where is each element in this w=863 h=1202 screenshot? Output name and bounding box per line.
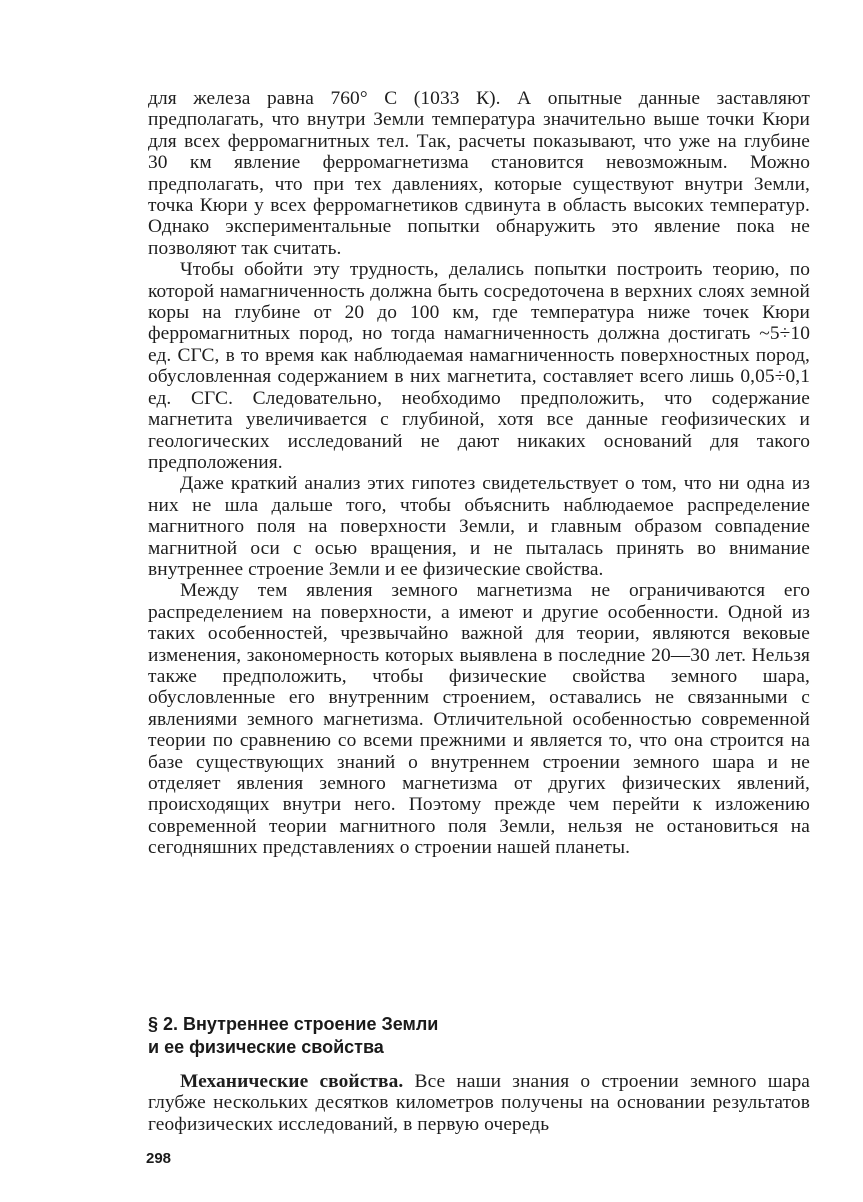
section-lead: Механические свойства. <box>180 1071 404 1092</box>
page-number: 298 <box>146 1150 172 1167</box>
section-heading-line-1: § 2. Внутреннее строение Земли <box>148 1014 439 1034</box>
section-paragraph <box>148 1071 810 1135</box>
paragraph-1: для железа равна 760° С (1033 К). А опытные данные заставляют предполагать, что внутри Земли температура значительно выше точки Кюри для всех ферромагнитных тел. Так, расчеты показывают, что уже на глубине 30 км явление ферромагнетизма становится невозможным. Можно предполагать, что при тех давлениях, которые существуют внутри Земли, точка Кюри у всех ферромагнетиков сдвинута в область высоких температур. Однако экспериментальные попытки обнаружить это явление пока не позволяют так считать. <box>148 88 810 259</box>
section-heading-line-2: и ее физические свойства <box>148 1037 384 1057</box>
section-text: Все наши знания о строении земного шара глубже нескольких десятков километров получены на основании результатов геофизических исследований, в первую очередь <box>148 1071 810 1135</box>
paragraph-2: Чтобы обойти эту трудность, делались попытки построить теорию, по которой намагниченность должна быть сосредоточена в верхних слоях земной коры на глубине от 20 до 100 км, где температура ниже точек Кюри ферромагнитных пород, но тогда намагниченность должна достигать ~5÷10 ед. СГС, в то время как наблюдаемая намагниченность поверхностных пород, обусловленная содержанием в них магнетита, составляет всего лишь 0,05÷0,1 ед. СГС. Следовательно, необходимо предположить, что содержание магнетита увеличивается с глубиной, хотя все данные геофизических и геологических исследований не дают никаких оснований для такого предположения. <box>148 259 810 473</box>
section-heading <box>148 1013 438 1059</box>
page-body <box>148 88 810 859</box>
paragraph-4: Между тем явления земного магнетизма не ограничиваются его распределением на поверхности, а имеют и другие особенности. Одной из таких особенностей, чрезвычайно важной для теории, являются вековые изменения, закономерность которых выявлена в последние 20—30 лет. Нельзя также предположить, чтобы физические свойства земного шара, обусловленные его внутренним строением, оставались не связанными с явлениями земного магнетизма. Отличительной особенностью современной теории по сравнению со всеми прежними и является то, что она строится на базе существующих знаний о внутреннем строении земного шара и не отделяет явления земного магнетизма от других физических явлений, происходящих внутри него. Поэтому прежде чем перейти к изложению современной теории магнитного поля Земли, нельзя не остановиться на сегодняшних представлениях о строении нашей планеты. <box>148 580 810 859</box>
paragraph-3: Даже краткий анализ этих гипотез свидетельствует о том, что ни одна из них не шла дальше того, чтобы объяснить наблюдаемое распределение магнитного поля на поверхности Земли, и главным образом совпадение магнитной оси с осью вращения, и не пыталась принять во внимание внутреннее строение Земли и ее физические свойства. <box>148 473 810 580</box>
